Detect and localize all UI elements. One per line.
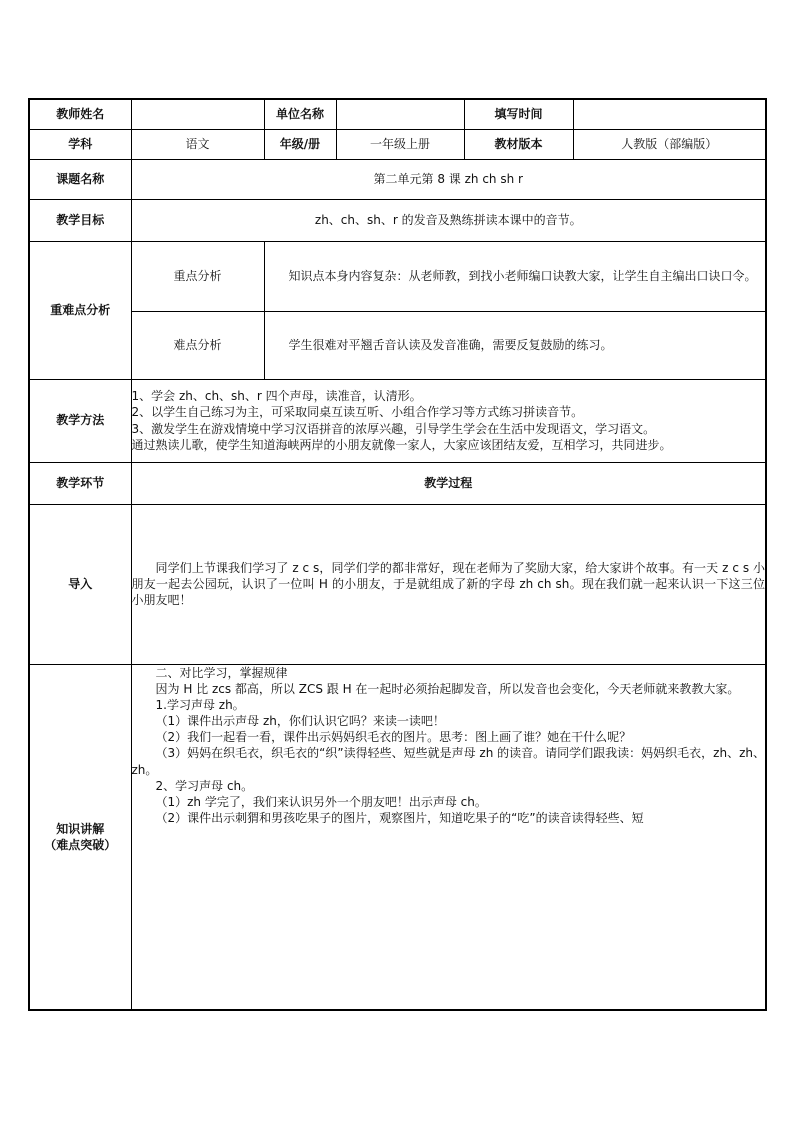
key-point-text: 知识点本身内容复杂：从老师教，到找小老师编口诀教大家，让学生自主编出口诀口令。 (264, 241, 766, 311)
knowledge-label-sub: （难点突破） (44, 837, 117, 852)
goal-label: 教学目标 (29, 199, 131, 241)
knowledge-line: （3）妈妈在织毛衣，织毛衣的“织”读得轻些、短些就是声母 zh 的读音。请同学们跟我读：妈妈织毛衣，zh、zh、zh。 (131, 746, 765, 777)
date-label: 填写时间 (464, 99, 573, 129)
methods-row (29, 379, 766, 462)
key-point-row (29, 241, 766, 311)
knowledge-label-cell (29, 664, 131, 1010)
knowledge-row (29, 664, 766, 1010)
goal-row (29, 199, 766, 241)
edition-value: 人教版（部编版） (573, 129, 766, 159)
title-row (29, 159, 766, 199)
grade-label: 年级/册 (264, 129, 336, 159)
method-item: 通过熟读儿歌，使学生知道海峡两岸的小朋友就像一家人，大家应该团结友爱，互相学习，共同进步。 (131, 437, 672, 452)
knowledge-line: （2）课件出示刺猬和男孩吃果子的图片，观察图片，知道吃果子的“吃”的读音读得轻些、短 (155, 811, 644, 826)
method-item: 3、激发学生在游戏情境中学习汉语拼音的浓厚兴趣，引导学生学会在生活中发现语文，学习语文。 (131, 421, 656, 436)
grade-value: 一年级上册 (336, 129, 464, 159)
knowledge-line: 因为 H 比 zcs 都高，所以 ZCS 跟 H 在一起时必须抬起脚发音，所以发音也会变化，今天老师就来教教大家。 (155, 681, 740, 696)
knowledge-line: （1）课件出示声母 zh，你们认识它吗？来读一读吧！ (155, 714, 445, 729)
process-label: 教学过程 (131, 462, 766, 504)
lesson-title-label: 课题名称 (29, 159, 131, 199)
teacher-value (131, 99, 264, 129)
knowledge-content (131, 664, 766, 1010)
knowledge-line: （2）我们一起看一看，课件出示妈妈织毛衣的图片。思考：图上画了谁？她在干什么呢？ (155, 730, 632, 745)
edition-label: 教材版本 (464, 129, 573, 159)
difficult-point-label: 难点分析 (131, 311, 264, 379)
intro-label: 导入 (29, 504, 131, 664)
intro-text: 同学们上节课我们学习了 z c s，同学们学的都非常好，现在老师为了奖励大家，给大家讲个故事。有一天 z c s 小朋友一起去公园玩，认识了一位叫 H 的小朋友，于是就组成了新的字母 zh ch sh。现在我们就一起来认识一下这三位小朋友吧！ (131, 560, 765, 608)
knowledge-line: 二、对比学习，掌握规律 (155, 665, 288, 680)
unit-value (336, 99, 464, 129)
lesson-plan-table (28, 98, 767, 1011)
stage-label: 教学环节 (29, 462, 131, 504)
unit-label: 单位名称 (264, 99, 336, 129)
analysis-label: 重难点分析 (29, 241, 131, 379)
goal-value: zh、ch、sh、r 的发音及熟练拼读本课中的音节。 (131, 199, 766, 241)
difficult-point-row (29, 311, 766, 379)
intro-row (29, 504, 766, 664)
key-point-label: 重点分析 (131, 241, 264, 311)
teacher-label: 教师姓名 (29, 99, 131, 129)
method-item: 1、学会 zh、ch、sh、r 四个声母，读准音，认清形。 (131, 389, 422, 404)
date-value (573, 99, 766, 129)
header-row-1 (29, 99, 766, 129)
method-item: 2、以学生自己练习为主，可采取同桌互读互听、小组合作学习等方式练习拼读音节。 (131, 405, 584, 420)
methods-content (131, 379, 766, 462)
knowledge-line: （1）zh 学完了，我们来认识另外一个朋友吧！出示声母 ch。 (155, 795, 487, 809)
knowledge-label: 知识讲解 (56, 821, 105, 836)
process-header-row (29, 462, 766, 504)
header-row-2 (29, 129, 766, 159)
subject-label: 学科 (29, 129, 131, 159)
knowledge-line: 1.学习声母 zh。 (155, 697, 245, 712)
difficult-point-text: 学生很难对平翘舌音认读及发音准确，需要反复鼓励的练习。 (264, 311, 766, 379)
methods-label: 教学方法 (29, 379, 131, 462)
lesson-title-value: 第二单元第 8 课 zh ch sh r (131, 159, 766, 199)
knowledge-line: 2、学习声母 ch。 (155, 778, 254, 793)
subject-value: 语文 (131, 129, 264, 159)
intro-content (131, 504, 766, 664)
